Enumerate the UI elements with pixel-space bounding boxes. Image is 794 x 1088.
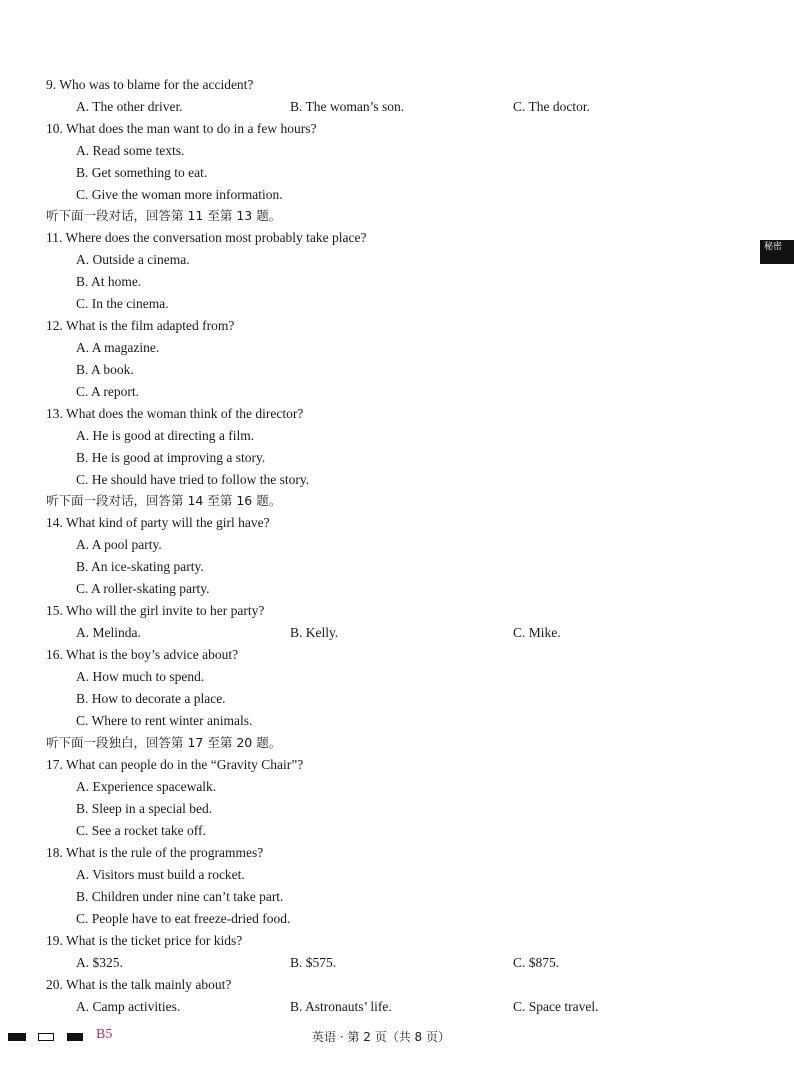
question-stem: 20. What is the talk mainly about? (46, 977, 232, 992)
answer-option: A. $325. (76, 955, 123, 970)
answer-option: B. How to decorate a place. (76, 691, 226, 706)
answer-option: B. He is good at improving a story. (76, 450, 266, 465)
question-stem: 9. Who was to blame for the accident? (46, 77, 254, 92)
confidential-tab: 秘密 (760, 240, 794, 264)
answer-option: B. Sleep in a special bed. (76, 801, 213, 816)
answer-option: C. Where to rent winter animals. (76, 713, 253, 728)
answer-option: B. $575. (290, 955, 337, 970)
question-stem: 16. What is the boy’s advice about? (46, 647, 239, 662)
answer-option: A. How much to spend. (76, 669, 205, 684)
answer-option: A. He is good at directing a film. (76, 428, 255, 443)
answer-option: A. Camp activities. (76, 999, 181, 1014)
answer-option: C. Space travel. (513, 999, 599, 1014)
question-stem: 11. Where does the conversation most probably take place? (46, 230, 367, 245)
answer-option: B. Children under nine can’t take part. (76, 889, 284, 904)
print-mark-solid-right (67, 1033, 83, 1041)
answer-option: C. A roller-skating party. (76, 581, 210, 596)
answer-option: A. A pool party. (76, 537, 162, 552)
question-stem: 10. What does the man want to do in a few hours? (46, 121, 317, 136)
answer-option: B. The woman’s son. (290, 99, 405, 114)
answer-option: B. Get something to eat. (76, 165, 208, 180)
answer-option: C. In the cinema. (76, 296, 169, 311)
answer-option: A. Outside a cinema. (76, 252, 190, 267)
answer-option: B. At home. (76, 274, 142, 289)
answer-option: C. Mike. (513, 625, 561, 640)
print-mark-hollow (38, 1033, 54, 1041)
answer-option: C. $875. (513, 955, 560, 970)
question-stem: 17. What can people do in the “Gravity Chair”? (46, 757, 304, 772)
answer-option: A. Experience spacewalk. (76, 779, 217, 794)
answer-option: B. A book. (76, 362, 134, 377)
answer-option: A. The other driver. (76, 99, 183, 114)
question-stem: 14. What kind of party will the girl have? (46, 515, 270, 530)
paper-code: B5 (96, 1027, 113, 1042)
answer-option: B. Kelly. (290, 625, 339, 640)
section-instruction: 听下面一段独白，回答第 17 至第 20 题。 (46, 735, 282, 750)
page-footer (0, 1027, 794, 1047)
answer-option: A. Melinda. (76, 625, 141, 640)
answer-option: B. Astronauts’ life. (290, 999, 392, 1014)
answer-option: A. Read some texts. (76, 143, 185, 158)
answer-option: C. See a rocket take off. (76, 823, 206, 838)
answer-option: C. He should have tried to follow the story. (76, 472, 310, 487)
question-stem: 15. Who will the girl invite to her party? (46, 603, 265, 618)
question-stem: 12. What is the film adapted from? (46, 318, 235, 333)
answer-option: C. The doctor. (513, 99, 590, 114)
answer-option: C. People have to eat freeze-dried food. (76, 911, 291, 926)
answer-option: C. Give the woman more information. (76, 187, 283, 202)
answer-option: A. Visitors must build a rocket. (76, 867, 245, 882)
question-stem: 18. What is the rule of the programmes? (46, 845, 264, 860)
question-stem: 13. What does the woman think of the director? (46, 406, 304, 421)
answer-option: A. A magazine. (76, 340, 160, 355)
print-mark-solid-left (8, 1033, 26, 1041)
answer-option: C. A report. (76, 384, 139, 399)
answer-option: B. An ice-skating party. (76, 559, 204, 574)
page-number: 英语 · 第 2 页（共 8 页） (312, 1030, 450, 1044)
section-instruction: 听下面一段对话，回答第 11 至第 13 题。 (46, 208, 282, 223)
section-instruction: 听下面一段对话，回答第 14 至第 16 题。 (46, 493, 282, 508)
question-stem: 19. What is the ticket price for kids? (46, 933, 243, 948)
